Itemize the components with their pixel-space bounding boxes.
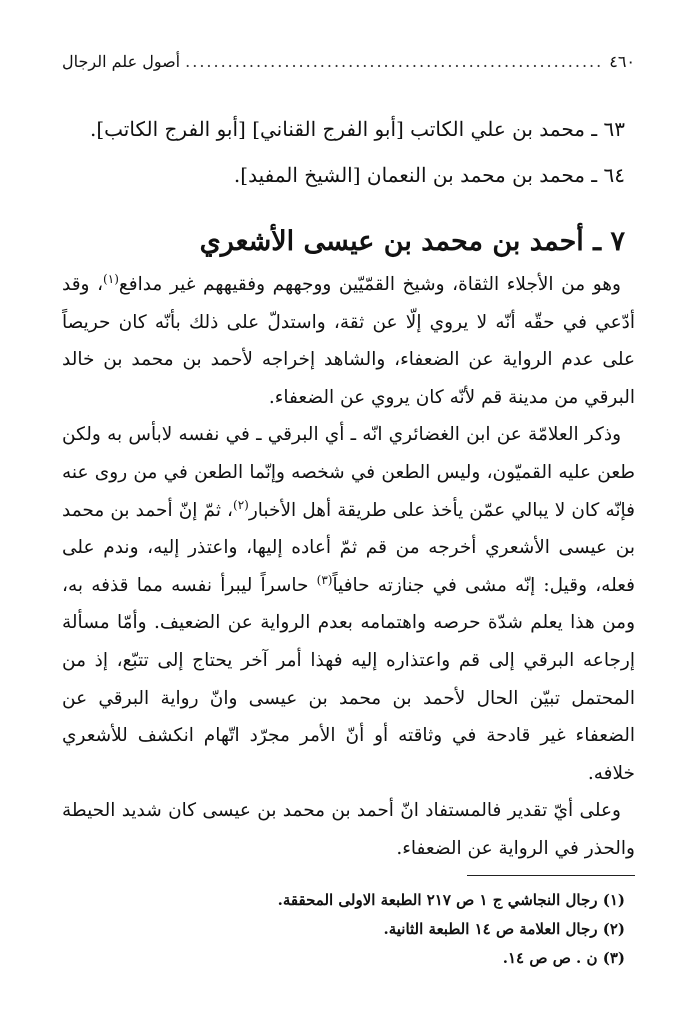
paragraph (62, 416, 635, 792)
footnote-marker: (١) (103, 271, 119, 286)
body-text (62, 266, 635, 868)
footnote: (١) رجال النجاشي ج ١ ص ٢١٧ الطبعة الاولى المحققة. (277, 891, 625, 909)
paragraph (62, 266, 635, 416)
text-run: ، ثمّ إنّ أحمد بن محمد بن عيسى الأشعري أخرجه من قم ثمّ أعاده إليها، واعتذر إليه، وندم على فعله، وقيل: إنّه مشى في جنازته حافياً (62, 499, 635, 596)
text-run: وذكر العلامّة عن ابن الغضائري انّه ـ أي البرقي ـ في نفسه لابأس به ولكن طعن عليه القميّون، وليس الطعن في شخصه وإنّما الطعن في من روى عنه فإنّه كان لا يبالي عمّن يأخذ على طريقة أهل الأخبار (62, 424, 635, 521)
dotted-leader (186, 52, 603, 71)
section-heading: ٧ ـ أحمد بن محمد بن عيسى الأشعري (199, 226, 625, 257)
text-run: حاسراً ليبرأ نفسه مما قذفه به، ومن هذا يعلم شدّة حرصه واهتمامه بعدم الرواية عن الضعيف. وأمّا مسألة إرجاعه البرقي إلى قم واعتذاره إليه فهذا أمر آخر يحتاج إلى تتبّع، إذ من المحتمل تبيّن الحال لأحمد بن محمد بن عيسى وانّ رواية البرقي عن الضعفاء غير قادحة في وثاقته أو أنّ الأمر مجرّد اتّهام انكشف للأشعري خلافه. (62, 574, 635, 784)
text-run: وعلى أيّ تقدير فالمستفاد انّ أحمد بن محمد بن عيسى كان شديد الحيطة والحذر في الرواية عن الضعفاء. (62, 800, 635, 859)
paragraph (62, 792, 635, 867)
page-number: ٤٦٠ (609, 52, 635, 71)
footnotes (80, 886, 625, 973)
footnote-marker: (٣) (316, 572, 333, 587)
reference-line: ٦٣ ـ محمد بن علي الكاتب [أبو الفرج القناني] [أبو الفرج الكاتب]. (90, 117, 625, 141)
footnote-marker: (٢) (233, 497, 249, 512)
footnote: (٢) رجال العلامة ص ١٤ الطبعة الثانية. (383, 920, 625, 938)
text-run: وهو من الأجلاء الثقاة، وشيخ القمّيّين ووجههم وفقيههم غير مدافع (118, 274, 621, 295)
reference-line: ٦٤ ـ محمد بن محمد بن النعمان [الشيخ المفيد]. (233, 163, 625, 187)
footnote-divider (467, 875, 635, 876)
cross-references (50, 106, 625, 198)
text-run: ، وقد أدّعي في حقّه أنّه لا يروي إلّا عن ثقة، واستدلّ على ذلك بأنّه كان حريصاً على عدم الرواية عن الضعفاء، والشاهد إخراجه لأحمد بن محمد بن خالد البرقي من مدينة قم لأنّه كان يروي عن الضعفاء. (62, 274, 635, 408)
running-title: أصول علم الرجال (62, 52, 181, 71)
page-header (62, 52, 635, 78)
footnote: (٣) ن . ص ص ١٤. (502, 949, 625, 967)
